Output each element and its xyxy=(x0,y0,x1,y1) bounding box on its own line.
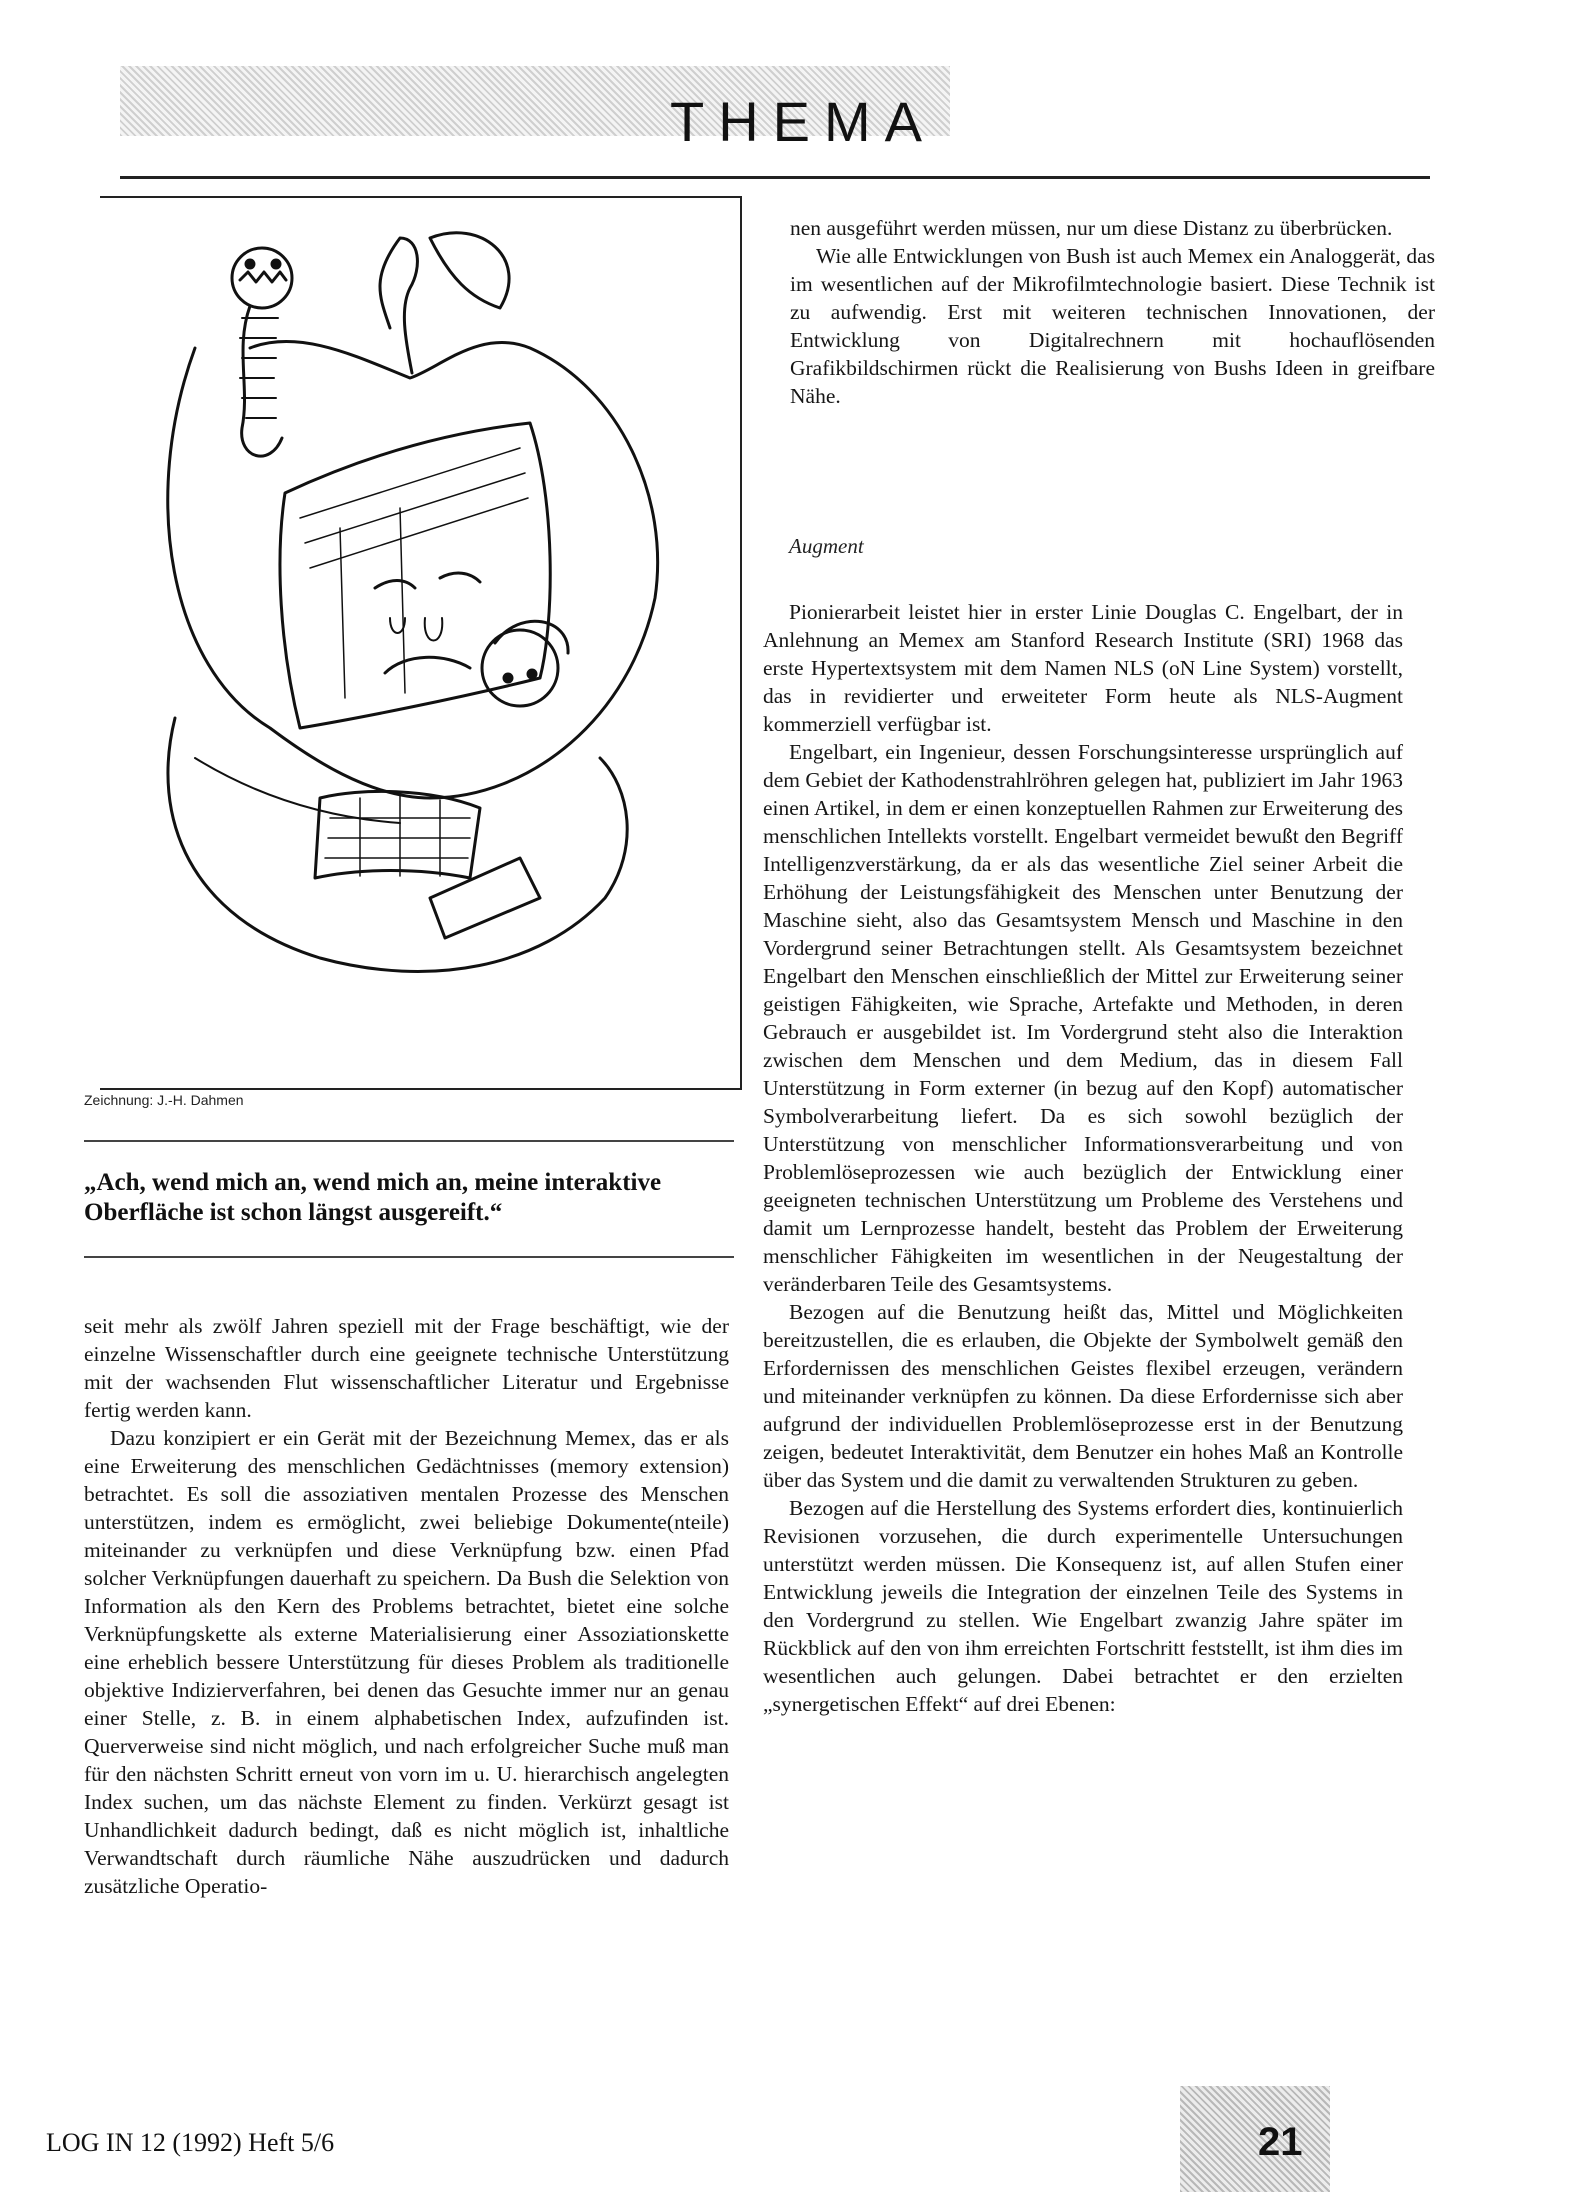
worm-body xyxy=(242,306,282,456)
apple-stem xyxy=(380,238,417,373)
illustration-credit: Zeichnung: J.-H. Dahmen xyxy=(84,1092,244,1108)
apple-leaf xyxy=(430,233,509,308)
left-column xyxy=(84,1312,729,1900)
disk-slot xyxy=(430,858,540,938)
paragraph: Dazu konzipiert er ein Gerät mit der Bezeichnung Memex, das er als eine Erweiterung des menschlichen Gedächtnisses (memory extension) betrachtet. Es soll die assoziativen mentalen Prozesse des Menschen unterstützen, indem es ermöglicht, zwei beliebige Dokumente(nteile) miteinander zu verknüpfen und diese Verknüpfung bzw. einen Pfad solcher Verknüpfungen dauerhaft zu speichern. Da Bush die Selektion von Information als den Kern des Problems betrachtet, bietet eine solche Verknüpfungskette als externe Materialisierung einer Assoziationskette eine erheblich bessere Unterstützung für dieses Problem als traditionelle objektive Indizierverfahren, bei denen das Gesuchte immer nur an genau einer Stelle, z. B. in einem alphabetischen Index, aufzufinden ist. Querverweise sind nicht möglich, und nach erfolgreicher Suche muß man für den nächsten Schritt erneut von vorn im u. U. hierarchisch angelegten Index suchen, um das nächste Element zu finden. Verkürzt gesagt ist Unhandlichkeit dadurch bedingt, daß es nicht möglich ist, inhaltliche Verwandtschaft durch räumliche Nähe auszudrücken und dadurch zusätzliche Operatio- xyxy=(84,1426,729,1898)
section-heading: Augment xyxy=(789,534,864,558)
illustration-frame xyxy=(100,196,742,1090)
quote-top-rule xyxy=(84,1140,734,1142)
paragraph: Engelbart, ein Ingenieur, dessen Forschungsinteresse ursprünglich auf dem Gebiet der Kathodenstrahlröhren gelegen hat, publiziert im Jahr 1963 einen Artikel, in dem er einen konzeptuellen Rahmen zur Erweiterung des menschlichen Intellekts vorstellt. Engelbart vermeidet bewußt den Begriff Intelligenzverstärkung, da er als das wesentliche Ziel seiner Arbeit die Erhöhung der Leistungsfähigkeit des Menschen unter Benutzung der Maschine sieht, also das Gesamtsystem Mensch und Maschine in den Vordergrund seiner Betrachtungen stellt. Als Gesamtsystem bezeichnet Engelbart den Menschen einschließlich der Mittel zur Erweiterung seiner geistigen Fähigkeiten, wie Sprache, Artefakte und Methoden, in deren Gebrauch er ausgebildet ist. Im Vordergrund steht also die Interaktion zwischen dem Menschen und dem Medium, das in diesem Fall Unterstützung in Form externer (in bezug auf den Kopf) automatischer Symbolverarbeitung liefert. Da es sich sowohl bezüglich der Unterstützung von menschlicher Informationsverarbeitung und von Problemlöseprozessen wie auch bezüglich der Entwicklung einer geeigneten technischen Unterstützung um Probleme des Verstehens und damit um Lernprozesse handelt, besteht das Problem der Erweiterung menschlicher Fähigkeiten im wesentlichen in der Neugestaltung der veränderbaren Teile des Gesamtsystems. xyxy=(763,740,1404,1296)
right-column-bottom xyxy=(763,598,1403,1718)
face-mouth xyxy=(385,657,470,673)
keyboard xyxy=(315,791,480,878)
journal-reference: LOG IN 12 (1992) Heft 5/6 xyxy=(46,2128,335,2157)
computer-base xyxy=(168,718,627,972)
apple-body xyxy=(168,341,658,798)
section-title: THEMA xyxy=(670,90,936,153)
paragraph: seit mehr als zwölf Jahren speziell mit der Frage beschäftigt, wie der einzelne Wissenschaftler durch eine geeignete technische Unterstützung mit der wachsenden Flut wissenschaftlicher Literatur und Ergebnisse fertig werden kann. xyxy=(84,1314,729,1422)
paragraph: nen ausgeführt werden müssen, nur um diese Distanz zu überbrücken. xyxy=(790,216,1393,240)
header-rule xyxy=(120,176,1430,179)
paragraph: Pionierarbeit leistet hier in erster Linie Douglas C. Engelbart, der in Anlehnung an Memex am Stanford Research Institute (SRI) 1968 das erste Hypertextsystem mit dem Namen NLS (oN Line System) vorstellt, das in revidierter und erweiteter Form heute als NLS-Augment kommerziell verfügbar ist. xyxy=(763,600,1403,736)
page-number-badge xyxy=(1180,2086,1330,2192)
paragraph: Bezogen auf die Herstellung des Systems erfordert dies, kontinuierlich Revisionen vorzusehen, die durch experimentelle Untersuchungen unterstützt werden müssen. Die Konsequenz ist, auf allen Stufen einer Entwicklung jeweils die Integration der einzelnen Teile des Systems in den Vordergrund zu stellen. Wie Engelbart zwanzig Jahre später im Rückblick auf den von ihm erreichten Fortschritt feststellt, ist ihm dies im wesentlichen auch gelungen. Dabei betrachtet er den erzielten „synergetischen Effekt“ auf drei Ebenen: xyxy=(763,1496,1403,1716)
right-column-top xyxy=(790,214,1435,410)
cartoon-apple-computer-illustration xyxy=(100,198,740,1088)
face-left-eye xyxy=(375,581,415,589)
paragraph: Bezogen auf die Benutzung heißt das, Mittel und Möglichkeiten bereitzustellen, die es erlauben, die Objekte der Symbolwelt gemäß den Erfordernissen des menschlichen Geistes flexibel erzeugen, verändern und miteinander verknüpfen zu können. Da diese Erfordernisse sich aber aufgrund der individuellen Problemlöseprozesse erst in der Benutzung zeigen, bedeutet Interaktivität, dem Benutzer ein hohes Maß an Kontrolle über das System und die damit zu verwaltenden Strukturen zu geben. xyxy=(763,1300,1403,1492)
character-head xyxy=(482,630,558,706)
worm-teeth xyxy=(240,272,286,282)
quote-bottom-rule xyxy=(84,1256,734,1258)
page-number: 21 xyxy=(1258,2120,1303,2164)
paragraph: Wie alle Entwicklungen von Bush ist auch Memex ein Analoggerät, das im wesentlichen auf der Mikrofilmtechnologie basiert. Diese Technik ist zu aufwendig. Erst mit weiteren technischen Innovationen, der Entwicklung von Digitalrechnern mit hochauflösenden Grafikbildschirmen rückt die Realisierung von Bushs Ideen in greifbare Nähe. xyxy=(790,244,1435,408)
face-right-eye xyxy=(440,573,480,582)
pull-quote: „Ach, wend mich an, wend mich an, meine interaktive Oberfläche ist schon längst ausgereift.“ xyxy=(84,1169,662,1226)
